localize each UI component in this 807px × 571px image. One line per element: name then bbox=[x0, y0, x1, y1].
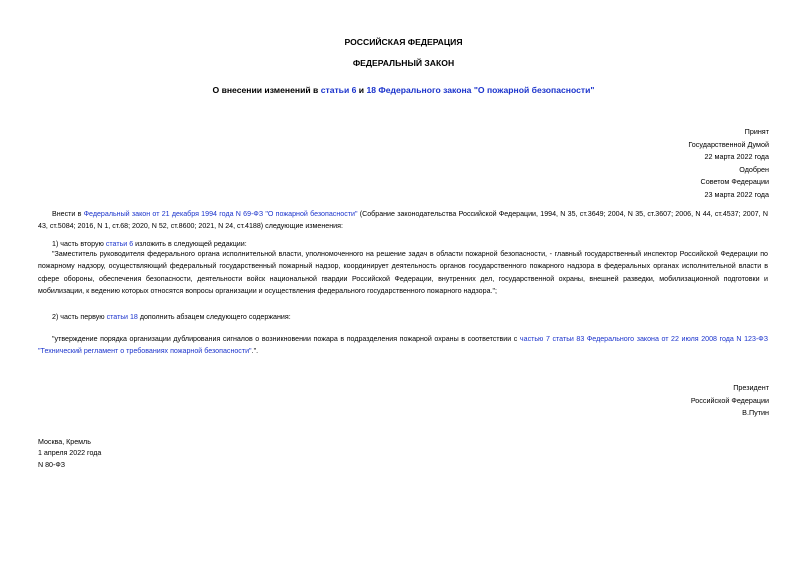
signature-block bbox=[691, 382, 769, 420]
title-text-mid: и bbox=[356, 85, 367, 95]
adoption-line: Советом Федерации bbox=[700, 177, 769, 187]
adoption-line: 22 марта 2022 года bbox=[704, 152, 769, 162]
adoption-line: Государственной Думой bbox=[688, 139, 769, 149]
link-article-18[interactable]: статьи 18 bbox=[106, 313, 138, 321]
date-line: 1 апреля 2022 года bbox=[38, 449, 102, 458]
quote-2-text-pre: "утверждение порядка организации дублирования сигналов о возникновении пожара в подразделения пожарной охраны в соответствии с bbox=[52, 335, 520, 343]
document-title bbox=[0, 85, 807, 95]
adoption-block bbox=[688, 126, 769, 202]
intro-text-post: (Собрание законодательства Российской Федерации, 1994, N 35, ст.3649; 2004, N 35, ст.3607; 2006, N 44, ст.4537; 2007, N 43, ст.5084; 2016, N 1, ст.68; 2020, N 52, ст.8600; 2021, N 24, ст.4188) следующие изменения: bbox=[38, 210, 768, 231]
paragraph-item-2 bbox=[38, 311, 768, 323]
signature-line: В.Путин bbox=[742, 408, 769, 418]
header-doc-type: ФЕДЕРАЛЬНЫЙ ЗАКОН bbox=[352, 58, 455, 68]
title-link-article-6[interactable]: статьи 6 bbox=[320, 85, 357, 95]
item-1-text-post: изложить в следующей редакции: bbox=[133, 240, 247, 248]
place-line: Москва, Кремль bbox=[38, 438, 91, 446]
link-law-123[interactable]: частью 7 статьи 83 Федерального закона от 22 июля 2008 года N 123-ФЗ "Технический регламент о требованиях пожарной безопасности" bbox=[38, 335, 768, 356]
place-date-block bbox=[38, 437, 101, 471]
paragraph-quote-2 bbox=[38, 333, 768, 358]
item-2-text-pre: 2) часть первую bbox=[52, 313, 107, 321]
title-text-pre: О внесении изменений в bbox=[212, 85, 321, 95]
intro-text-pre: Внести в bbox=[52, 210, 84, 218]
adoption-line: Одобрен bbox=[739, 164, 769, 174]
header-country: РОССИЙСКАЯ ФЕДЕРАЦИЯ bbox=[344, 37, 463, 47]
link-federal-law-69[interactable]: Федеральный закон от 21 декабря 1994 года N 69-ФЗ "О пожарной безопасности" bbox=[83, 210, 358, 218]
signature-line: Президент bbox=[733, 383, 769, 392]
adoption-line: Принят bbox=[744, 127, 769, 136]
signature-line: Российской Федерации bbox=[690, 395, 769, 405]
paragraph-quote-1: "Заместитель руководителя федерального органа исполнительной власти, уполномоченного на решение задач в области пожарной безопасности, - главный государственный инспектор Российской Федерации по пожарному надзору, осуществляющий федеральный государственный пожарный надзор, координирует деятельность органов государственного пожарного надзора в федеральных органах исполнительной власти в сфере обороны, обеспечения безопасности, деятельности войск национальной гвардии Российской Федерации, внутренних дел, государственной охраны, внешней разведки, мобилизационной подготовки и мобилизации, к ведению которых относятся вопросы организации и осуществления федерального государственного пожарного надзора."; bbox=[38, 250, 768, 296]
title-link-article-18[interactable]: 18 bbox=[366, 85, 377, 95]
quote-2-text-post: .". bbox=[251, 347, 259, 356]
link-article-6[interactable]: статьи 6 bbox=[105, 240, 134, 248]
title-link-law[interactable]: Федерального закона "О пожарной безопасности" bbox=[376, 85, 595, 95]
item-2-text-post: дополнить абзацем следующего содержания: bbox=[137, 313, 291, 321]
paragraph-intro bbox=[38, 208, 768, 233]
law-number-line: N 80-ФЗ bbox=[38, 460, 66, 469]
item-1-text-pre: 1) часть вторую bbox=[52, 240, 106, 248]
adoption-line: 23 марта 2022 года bbox=[704, 189, 769, 199]
